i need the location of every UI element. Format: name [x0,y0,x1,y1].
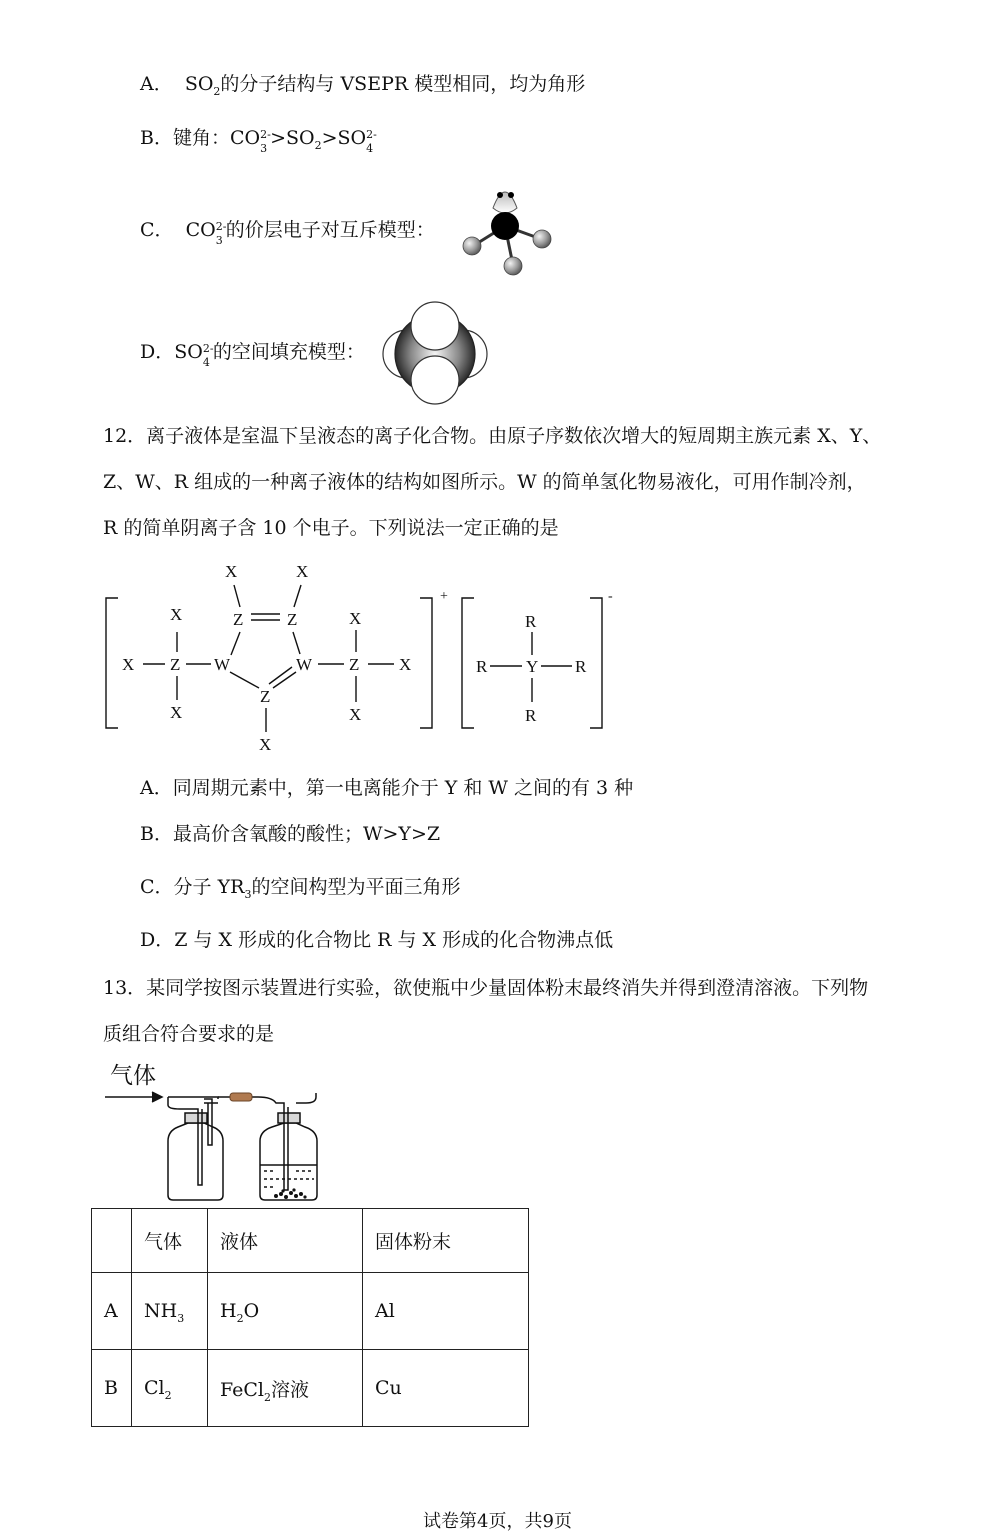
ball-and-stick-model [455,178,565,278]
q12-option-c: C．分子 $YR_3$的空间构型为平面三角形 [140,876,461,901]
q13-options-table [91,1208,529,1427]
q12-option-a: A．同周期元素中，第一电离能介于 Y 和 W 之间的有 3 种 [140,777,634,799]
svg-text:X: X [225,562,238,581]
q12-stem-line1: 12．离子液体是室温下呈液态的离子化合物。由原子序数依次增大的短周期主族元素 X、Y、 [103,425,882,447]
space-filling-model [385,300,485,410]
table-row: A $NH_3$ $H_2O$ Al [92,1273,529,1350]
q11-option-a: A． $SO_2$的分子结构与 VSEPR 模型相同，均为角形 [140,73,586,98]
svg-text:Z: Z [170,655,181,674]
q11-option-c: C． CO 2- 3 的价层电子对互斥模型： [140,219,435,247]
svg-text:X: X [349,705,362,724]
q11-option-b: B．键角：CO 2- 3 $>SO_2>SO$ 2- 4 [140,127,377,155]
page-footer: 试卷第4页，共9页 [423,1511,572,1532]
apparatus-gas-label: 气体 [110,1063,156,1089]
svg-text:X: X [170,605,183,624]
svg-text:W: W [296,655,313,674]
svg-text:Z: Z [349,655,360,674]
ionic-liquid-structure [0,560,640,760]
svg-text:R: R [525,612,537,631]
q11-option-d: D．SO 2- 4 的空间填充模型： [140,341,365,369]
svg-text:W: W [214,655,231,674]
svg-text:X: X [122,655,135,674]
q12-stem-line2: Z、W、R 组成的一种离子液体的结构如图所示。W 的简单氢化物易液化，可用作制冷剂， [103,471,866,493]
svg-text:+: + [440,589,448,604]
svg-text:R: R [575,657,587,676]
q12-stem-line3: R 的简单阴离子含 10 个电子。下列说法一定正确的是 [103,517,559,539]
table-header-row: 气体 液体 固体粉末 [92,1209,529,1273]
svg-text:Z: Z [287,610,298,629]
q13-stem-line2: 质组合符合要求的是 [103,1023,275,1045]
svg-text:X: X [399,655,412,674]
svg-text:X: X [259,735,272,754]
svg-text:X: X [349,609,362,628]
table-row: B $Cl_2$ FeCl$_2$溶液 Cu [92,1350,529,1427]
q13-stem-line1: 13．某同学按图示装置进行实验，欲使瓶中少量固体粉末最终消失并得到澄清溶液。下列物 [103,977,869,999]
q12-option-b: B．最高价含氧酸的酸性；W>Y>Z [140,823,441,845]
svg-text:Z: Z [233,610,244,629]
svg-text:X: X [170,703,183,722]
gas-washing-apparatus [100,1085,340,1205]
svg-text:-: - [608,589,613,604]
svg-text:Z: Z [260,687,271,706]
svg-text:R: R [476,657,488,676]
svg-text:Y: Y [526,657,539,676]
svg-text:X: X [296,562,309,581]
q12-option-d: D．Z 与 X 形成的化合物比 R 与 X 形成的化合物沸点低 [140,929,614,951]
svg-text:R: R [525,706,537,725]
